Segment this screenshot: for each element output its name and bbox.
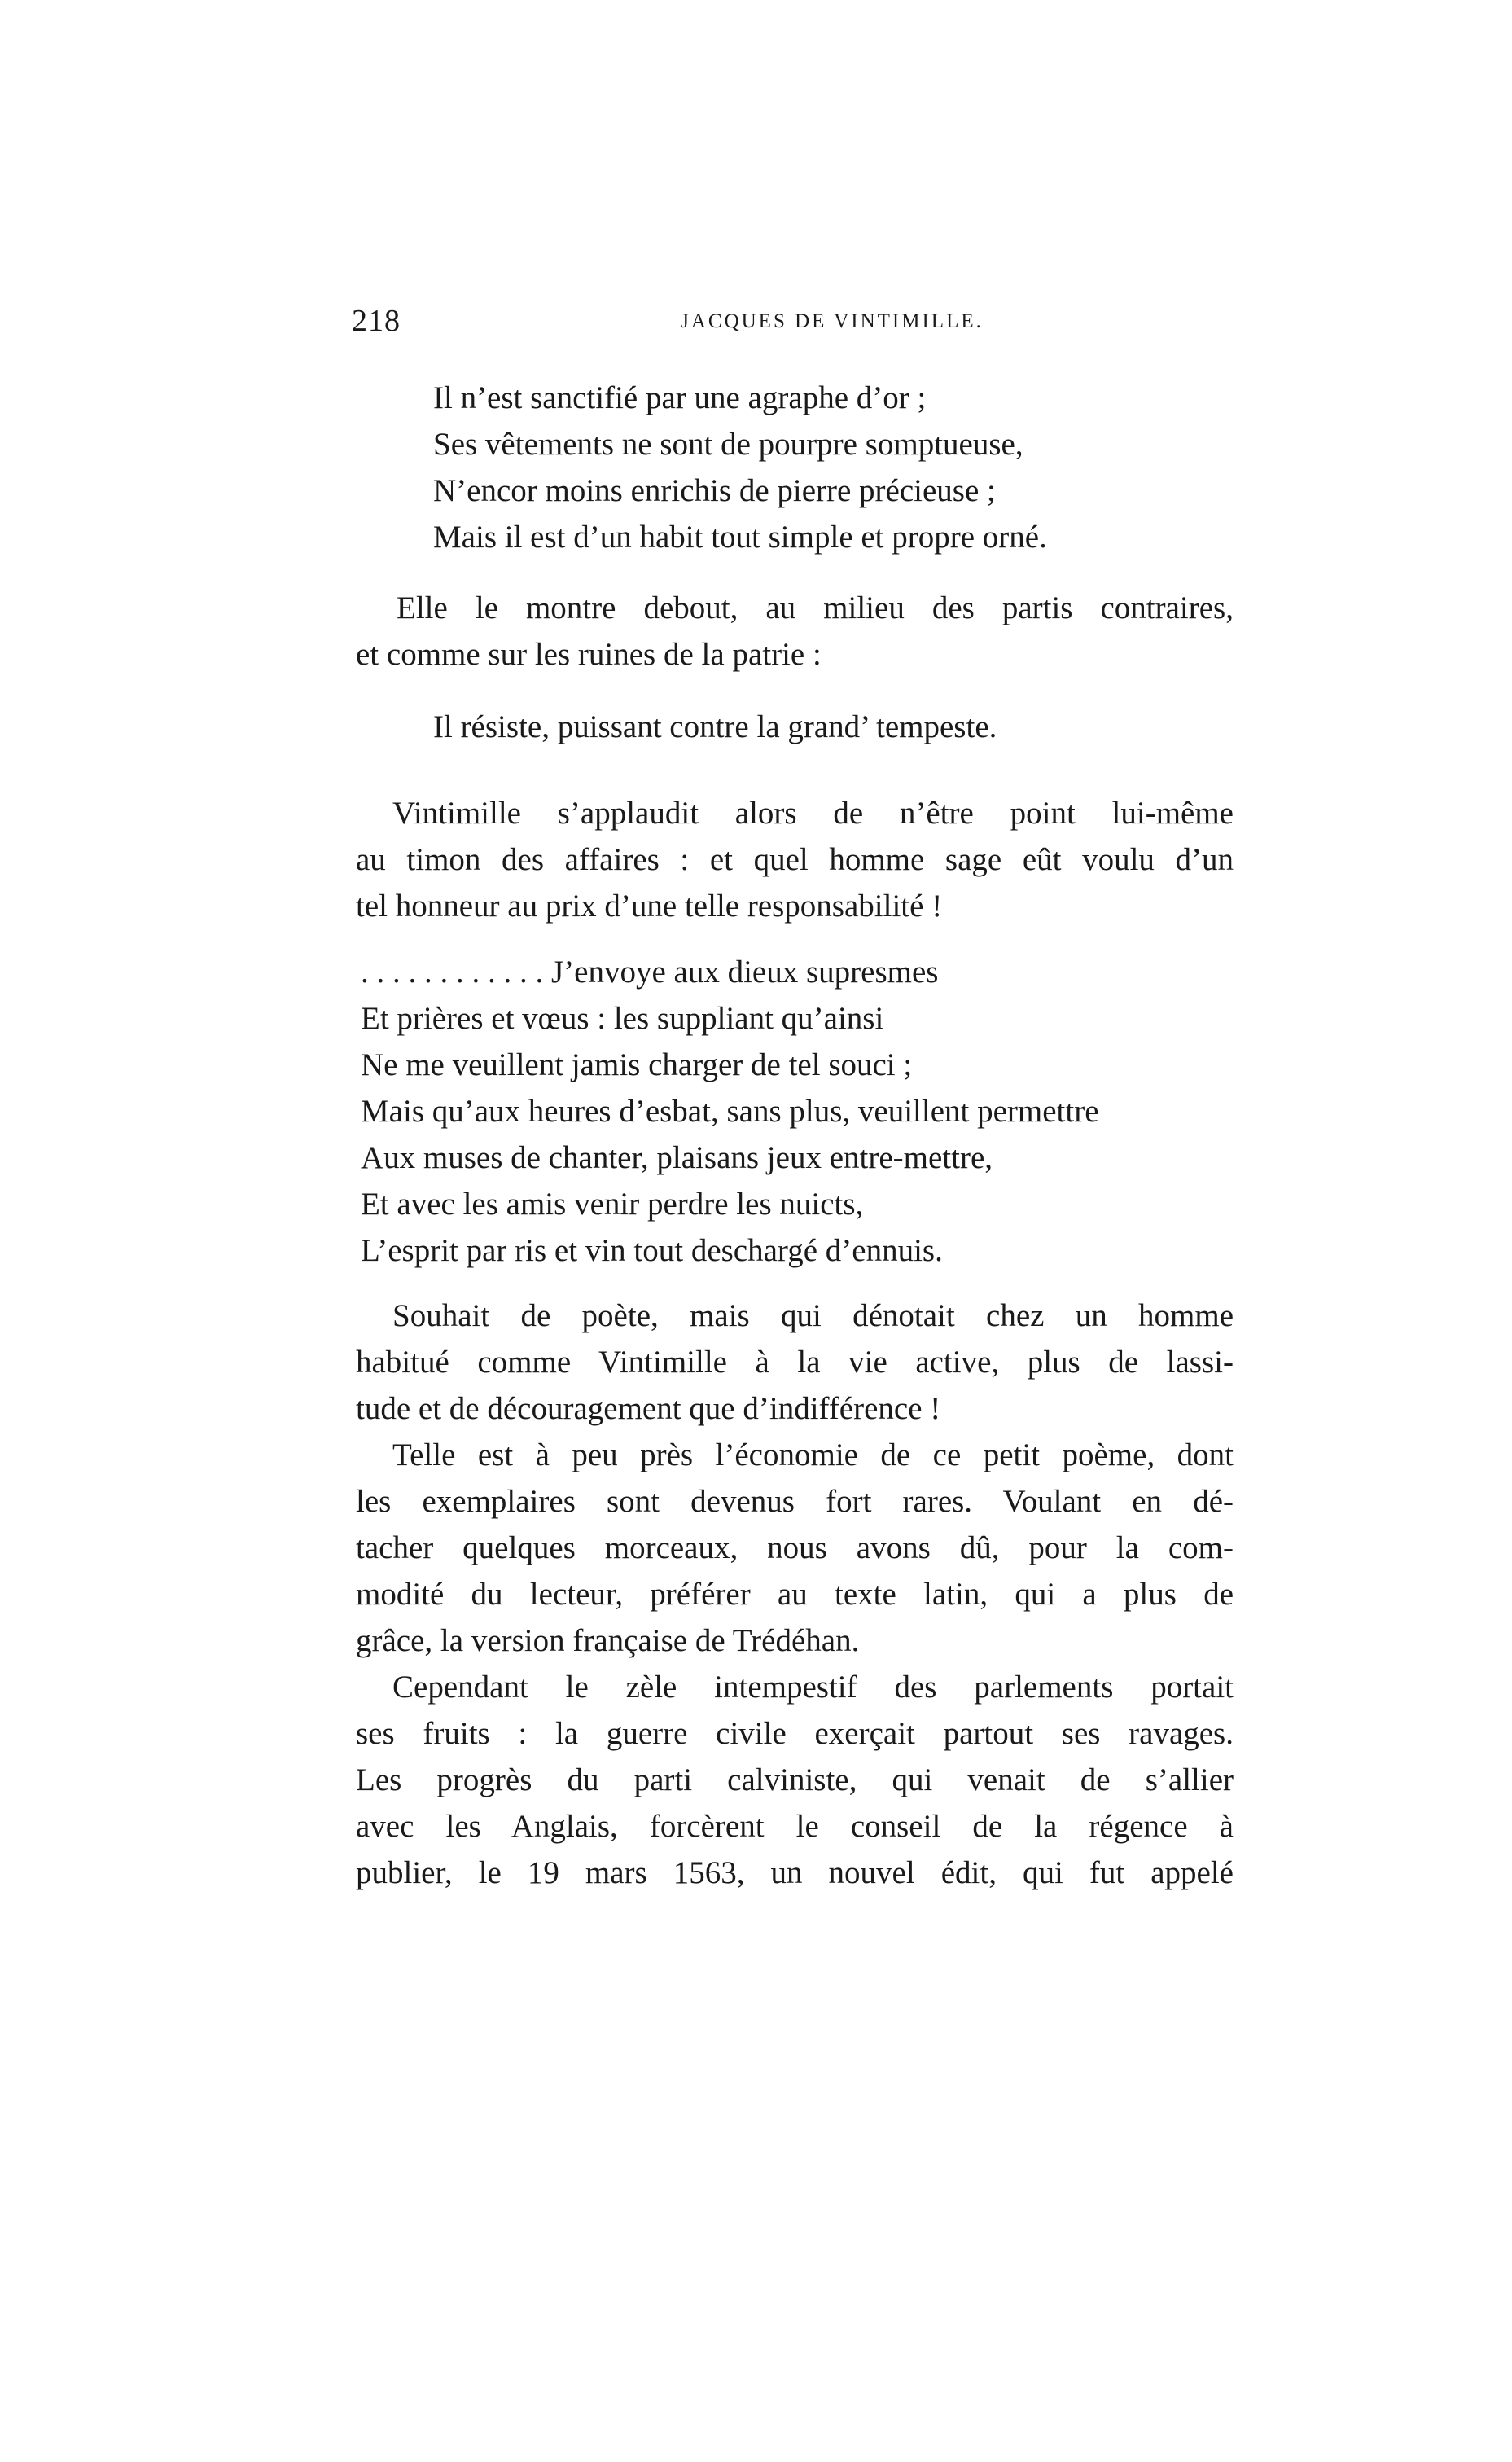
running-title: JACQUES DE VINTIMILLE. [681,310,984,332]
verse-line: Aux muses de chanter, plaisans jeux entre-mettre, [361,1140,993,1175]
page-header [352,303,1234,344]
verse-line: L’esprit par ris et vin tout deschargé d’ennuis. [361,1233,943,1268]
paragraph-line: et comme sur les ruines de la patrie : [356,637,822,672]
paragraph-line: Cependant le zèle intempestif des parlements portait [392,1670,1234,1705]
paragraph-line: modité du lecteur, préférer au texte latin, qui a plus de [356,1577,1234,1612]
verse-line: Il résiste, puissant contre la grand’ tempeste. [433,709,997,744]
paragraph-line: Telle est à peu près l’économie de ce petit poème, dont [392,1437,1234,1472]
paragraph-line: Les progrès du parti calviniste, qui venait de s’allier [356,1762,1234,1797]
paragraph-line: tude et de découragement que d’indifférence ! [356,1391,941,1426]
verse-line: Mais qu’aux heures d’esbat, sans plus, veuillent permettre [361,1094,1099,1129]
paragraph-2 [356,790,1234,929]
paragraph-line: tel honneur au prix d’une telle responsabilité ! [356,889,943,924]
verse-line: Et prières et vœus : les suppliant qu’ainsi [361,1001,884,1036]
paragraph-line: habitué comme Vintimille à la vie active, plus de lassi- [356,1345,1234,1380]
paragraph-line: Elle le montre debout, au milieu des partis contraires, [397,590,1234,625]
paragraph-line: publier, le 19 mars 1563, un nouvel édit, qui fut appelé [356,1855,1234,1890]
paragraph-line: grâce, la version française de Trédéhan. [356,1623,860,1658]
verse-line: N’encor moins enrichis de pierre précieuse ; [433,473,996,508]
verse-line: . . . . . . . . . . . . J’envoye aux dieux supresmes [361,955,939,990]
verse-line: Mais il est d’un habit tout simple et propre orné. [433,520,1047,555]
paragraph-line: au timon des affaires : et quel homme sage eût voulu d’un [356,842,1234,877]
verse-block-2 [433,704,997,750]
verse-line: Il n’est sanctifié par une agraphe d’or ; [433,380,927,415]
paragraph-line: Souhait de poète, mais qui dénotait chez un homme [392,1298,1234,1333]
paragraph-line: avec les Anglais, forcèrent le conseil de la régence à [356,1809,1234,1844]
verse-line: Ne me veuillent jamis charger de tel souci ; [361,1047,913,1082]
paragraph-line: les exemplaires sont devenus fort rares. Voulant en dé- [356,1484,1234,1519]
verse-line: Et avec les amis venir perdre les nuicts, [361,1187,864,1222]
verse-block-3 [361,949,1099,1274]
paragraph-line: tacher quelques morceaux, nous avons dû, pour la com- [356,1530,1234,1565]
verse-line: Ses vêtements ne sont de pourpre somptueuse, [433,427,1023,462]
paragraph-line: Vintimille s’applaudit alors de n’être point lui-même [392,796,1234,831]
paragraph-1 [356,585,1234,678]
paragraph-line: ses fruits : la guerre civile exerçait partout ses ravages. [356,1716,1234,1751]
verse-block-1 [433,375,1047,560]
page-number: 218 [352,304,401,338]
paragraph-3 [356,1292,1234,1896]
